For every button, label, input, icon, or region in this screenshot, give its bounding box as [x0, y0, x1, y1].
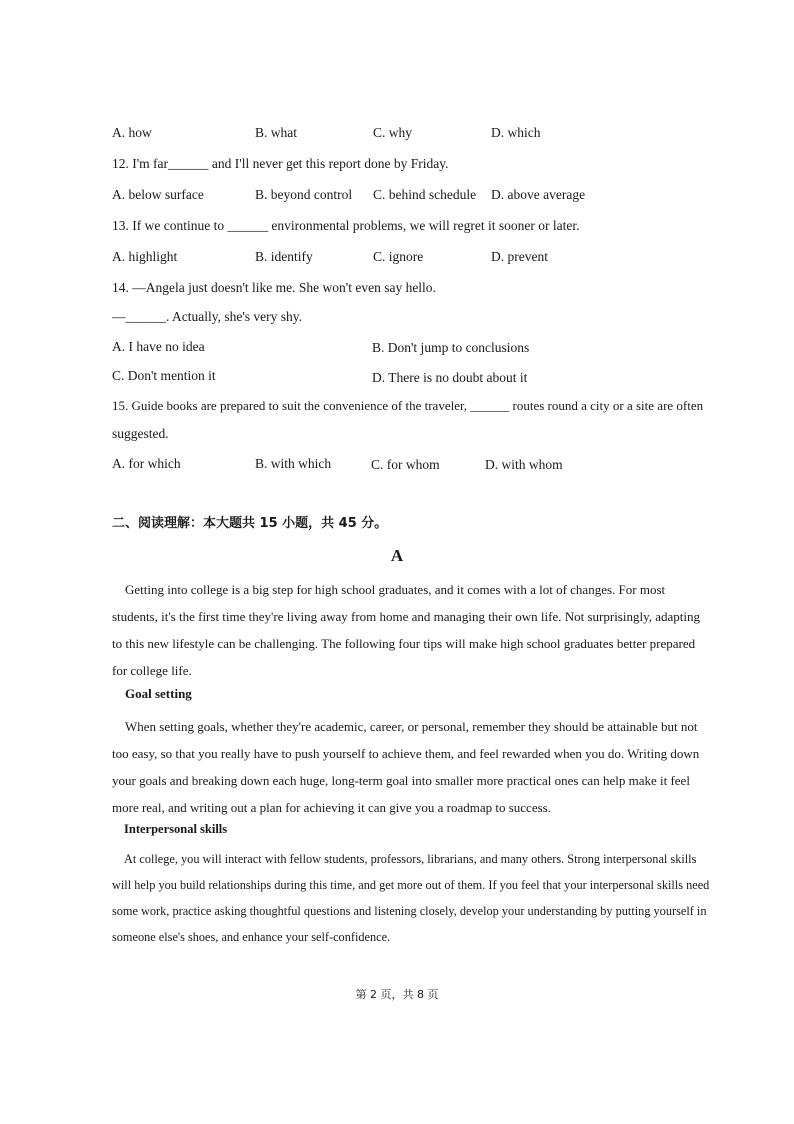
q12-option-b: B. beyond control: [255, 187, 353, 202]
q13-option-b: B. identify: [255, 249, 313, 264]
q14-option-d: D. There is no doubt about it: [372, 370, 528, 385]
q13-option-a: A. highlight: [112, 249, 178, 264]
q11-option-c: C. why: [373, 125, 413, 140]
q15-option-c: C. for whom: [371, 457, 440, 472]
q15-stem-line-2: suggested.: [112, 426, 169, 441]
section-title: 二、阅读理解：本大题共 15 小题，共 45 分。: [112, 516, 388, 531]
q14-stem-line-2: —______. Actually, she's very shy.: [112, 309, 303, 324]
paragraph-interpersonal-skills: At college, you will interact with fellow students, professors, librarians, and many others. Strong interpersonal skills will help you build relationships during this time, and get more out of them. If you feel that your interpersonal skills need some work, practice asking thoughtful questions and listening closely, develop your understanding by putting yourself in someone else's shoes, and enhance your self-confidence.: [112, 852, 710, 944]
page-footer: 第 2 页，共 8 页: [355, 988, 439, 1001]
heading-goal-setting: Goal setting: [125, 686, 192, 701]
q11-option-a: A. how: [112, 125, 152, 140]
q13-option-c: C. ignore: [373, 249, 424, 264]
heading-interpersonal-skills: Interpersonal skills: [124, 822, 228, 836]
q15-option-b: B. with which: [255, 456, 332, 471]
q15-stem-line-1: 15. Guide books are prepared to suit the convenience of the traveler, ______ routes round a city or a site are often: [112, 398, 704, 413]
q15-option-a: A. for which: [112, 456, 181, 471]
passage-intro: Getting into college is a big step for high school graduates, and it comes with a lot of changes. For most students, it's the first time they're living away from home and managing their own life. Not surprisingly, adapting to this new lifestyle can be challenging. The following four tips will make high school graduates better prepared for college life.: [112, 582, 701, 678]
q12-option-a: A. below surface: [112, 187, 204, 202]
q12-option-d: D. above average: [491, 187, 586, 202]
q14-option-b: B. Don't jump to conclusions: [372, 340, 530, 355]
q13-option-d: D. prevent: [491, 249, 548, 264]
passage-label: A: [390, 546, 404, 565]
q14-option-a: A. I have no idea: [112, 339, 205, 354]
paragraph-goal-setting: When setting goals, whether they're academic, career, or personal, remember they should be attainable but not too easy, so that you really have to push yourself to achieve them, and feel rewarded when you do. Writing down your goals and breaking down each huge, long-term goal into smaller more practical ones can help make it feel more real, and writing out a plan for achieving it can give you a roadmap to success.: [112, 719, 700, 815]
q14-option-c: C. Don't mention it: [112, 368, 216, 383]
q12-option-c: C. behind schedule: [373, 187, 477, 202]
q11-option-b: B. what: [255, 125, 297, 140]
q14-stem-line-1: 14. —Angela just doesn't like me. She won't even say hello.: [112, 280, 436, 295]
q15-option-d: D. with whom: [485, 457, 563, 472]
q12-stem: 12. I'm far______ and I'll never get this report done by Friday.: [112, 156, 449, 171]
q13-stem: 13. If we continue to ______ environmental problems, we will regret it sooner or later.: [112, 218, 580, 233]
q11-option-d: D. which: [491, 125, 541, 140]
